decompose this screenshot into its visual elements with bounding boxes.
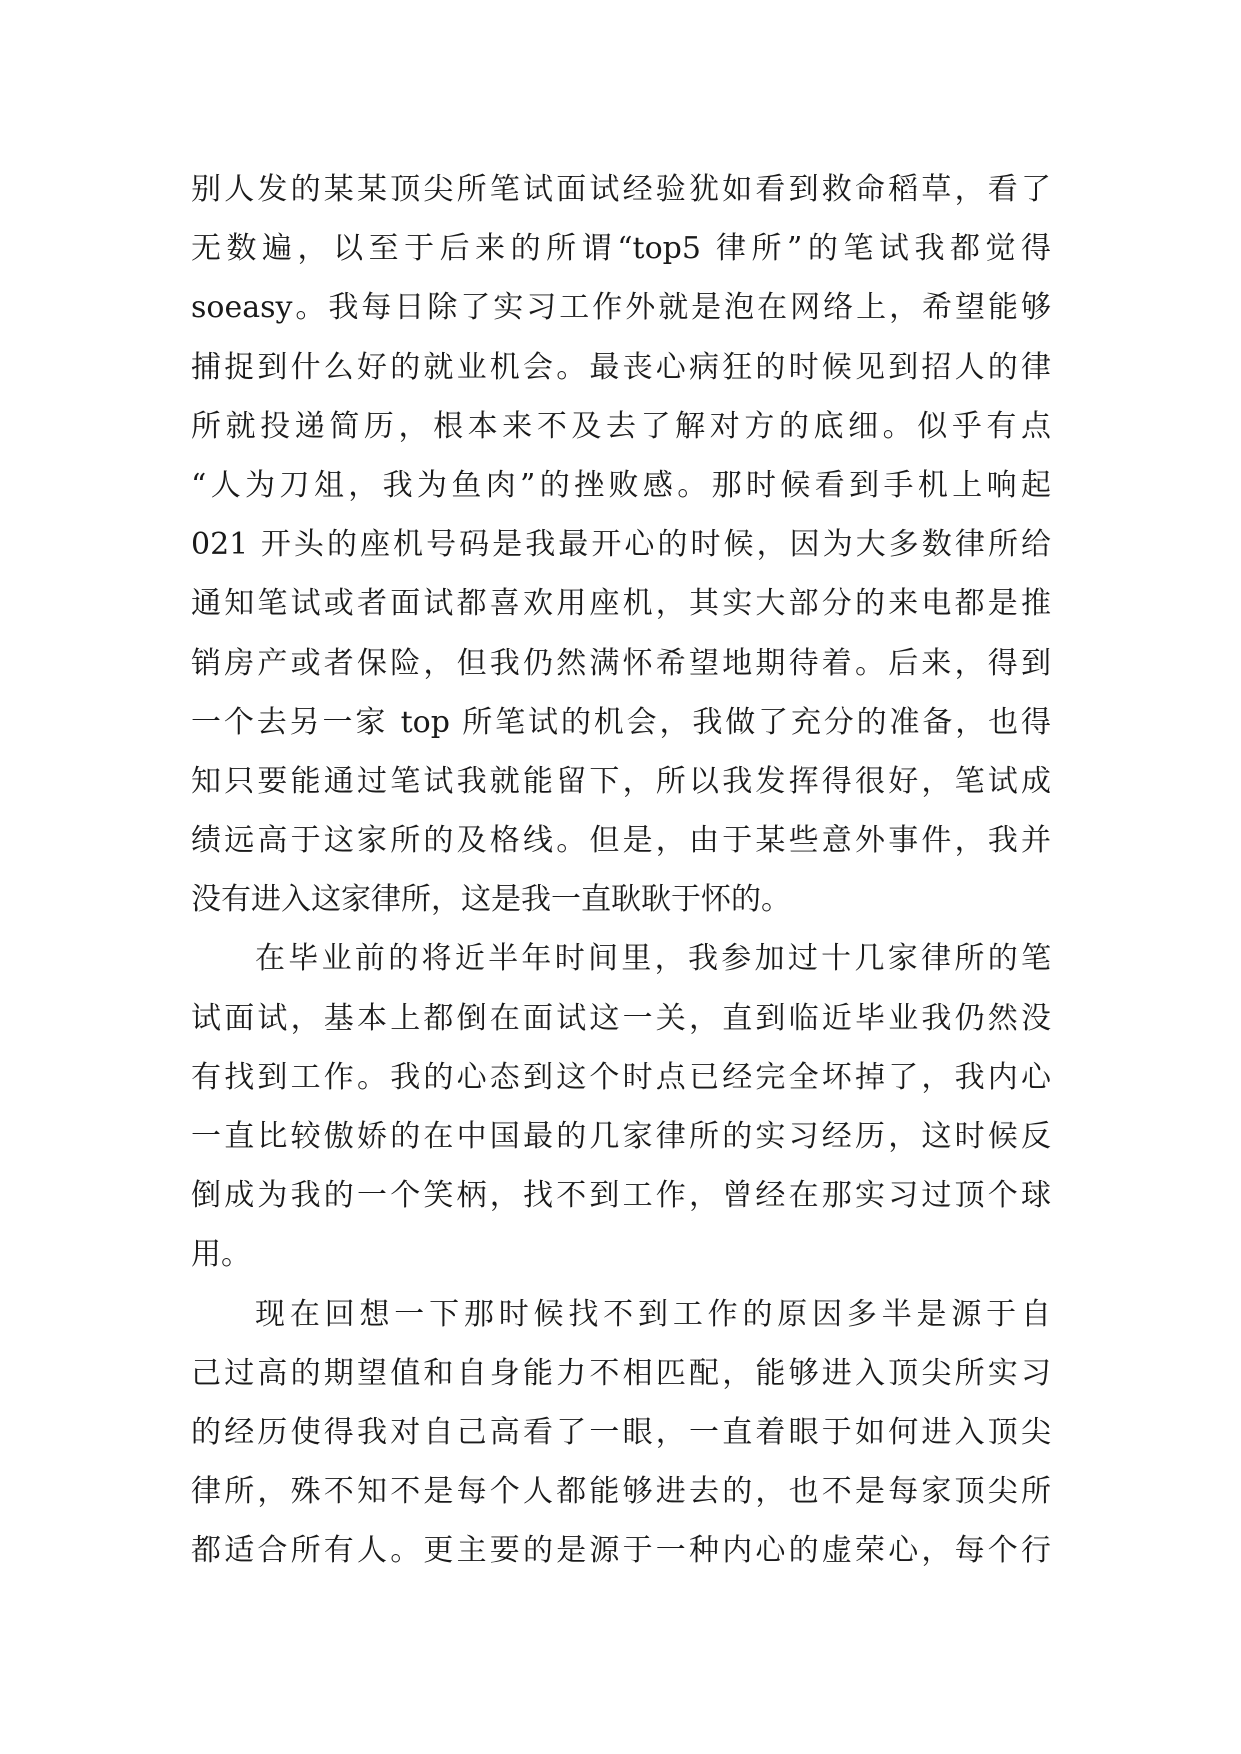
text-line: 捕捉到什么好的就业机会。最丧心病狂的时候见到招人的律 (191, 349, 1051, 385)
text-line: 无数遍，以至于后来的所谓“top5 律所”的笔试我都觉得 (191, 231, 1051, 267)
text-line: 在毕业前的将近半年时间里，我参加过十几家律所的笔 (255, 941, 1051, 977)
text-line: 试面试，基本上都倒在面试这一关，直到临近毕业我仍然没 (191, 1000, 1051, 1036)
text-line: 现在回想一下那时候找不到工作的原因多半是源于自 (255, 1296, 1051, 1332)
text-line: soeasy。我每日除了实习工作外就是泡在网络上，希望能够 (191, 290, 1051, 326)
text-line: 一个去另一家 top 所笔试的机会，我做了充分的准备，也得 (191, 704, 1051, 740)
text-line: 律所，殊不知不是每个人都能够进去的，也不是每家顶尖所 (191, 1474, 1051, 1510)
text-line: 所就投递简历，根本来不及去了解对方的底细。似乎有点 (191, 408, 1051, 444)
text-line: 知只要能通过笔试我就能留下，所以我发挥得很好，笔试成 (191, 763, 1051, 799)
text-line: 别人发的某某顶尖所笔试面试经验犹如看到救命稻草，看了 (191, 172, 1051, 207)
text-line: 己过高的期望值和自身能力不相匹配，能够进入顶尖所实习 (191, 1355, 1051, 1391)
text-line: 都适合所有人。更主要的是源于一种内心的虚荣心，每个行 (191, 1533, 1051, 1569)
text-line: 倒成为我的一个笑柄，找不到工作，曾经在那实习过顶个球 (191, 1178, 1051, 1214)
text-line: 一直比较傲娇的在中国最的几家律所的实习经历，这时候反 (191, 1119, 1051, 1154)
text-line: 绩远高于这家所的及格线。但是，由于某些意外事件，我并 (191, 823, 1051, 859)
text-line: 有找到工作。我的心态到这个时点已经完全坏掉了，我内心 (191, 1059, 1051, 1095)
body-text (191, 160, 1051, 1581)
text-line: 销房产或者保险，但我仍然满怀希望地期待着。后来，得到 (191, 645, 1051, 681)
text-line: 的经历使得我对自己高看了一眼，一直着眼于如何进入顶尖 (191, 1414, 1051, 1450)
text-line: 021 开头的座机号码是我最开心的时候，因为大多数律所给 (191, 527, 1051, 563)
text-line: 通知笔试或者面试都喜欢用座机，其实大部分的来电都是推 (191, 586, 1051, 622)
text-line: 没有进入这家律所，这是我一直耿耿于怀的。 (191, 882, 791, 918)
text-line: “人为刀俎，我为鱼肉”的挫败感。那时候看到手机上响起 (191, 467, 1051, 503)
text-line: 用。 (191, 1237, 251, 1273)
